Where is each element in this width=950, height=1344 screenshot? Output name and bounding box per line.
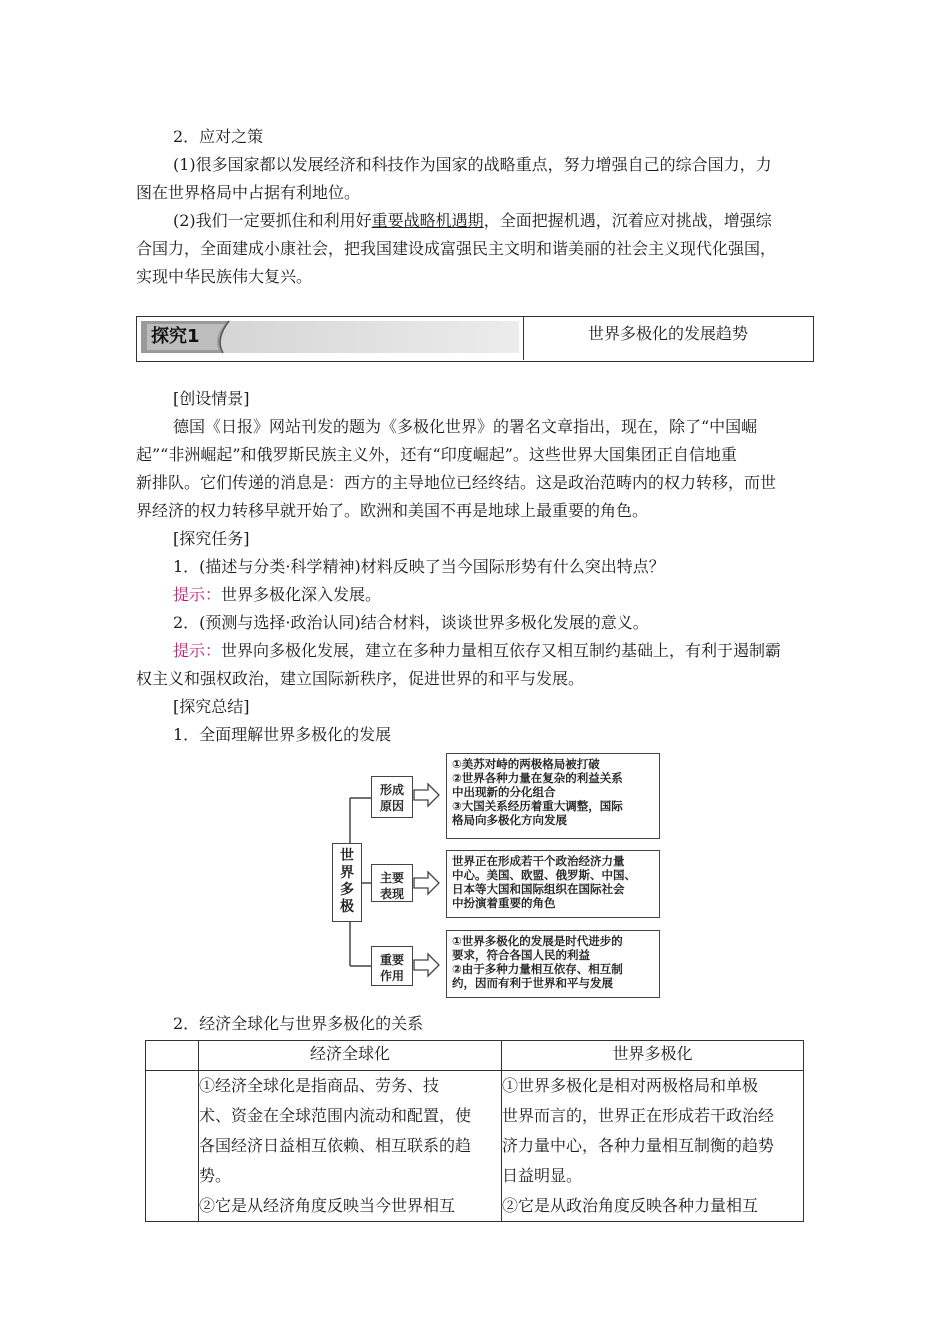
section-banner bbox=[136, 316, 814, 362]
subheading-tasks: [探究任务] bbox=[173, 529, 250, 548]
answer-text: 世界向多极化发展，建立在多种力量相互依存又相互制约基础上，有利于遏制霸 bbox=[221, 641, 782, 660]
answer-2 bbox=[173, 641, 781, 661]
root-char: 界 bbox=[340, 865, 354, 881]
multipolarity-diagram bbox=[330, 750, 662, 1000]
branch-content-causes: ①美苏对峙的两极格局被打破 ②世界各种力量在复杂的利益关系 中出现新的分化组合 ③大国关系经历着重大调整，国际 格局向多极化方向发展 bbox=[446, 753, 660, 839]
text-run: ，全面把握机遇，沉着应对挑战，增强综 bbox=[483, 211, 772, 230]
table-header-cell: 经济全球化 bbox=[199, 1041, 502, 1071]
table-header-cell bbox=[146, 1041, 199, 1071]
answer-2-continued: 权主义和强权政治，建立国际新秩序，促进世界的和平与发展。 bbox=[136, 669, 585, 688]
paragraph-line: 实现中华民族伟大复兴。 bbox=[136, 267, 313, 286]
table-row bbox=[146, 1071, 804, 1222]
table-header-row bbox=[146, 1041, 804, 1071]
banner-tag-label: 探究1 bbox=[151, 326, 200, 347]
root-char: 极 bbox=[340, 899, 354, 915]
banner-title: 世界多极化的发展趋势 bbox=[587, 324, 748, 343]
section-heading-countermeasures: 2．应对之策 bbox=[173, 127, 264, 146]
paragraph-line bbox=[173, 211, 772, 231]
table-cell-multipolarity: ①世界多极化是相对两极格局和单极 世界而言的，世界正在形成若干政治经 济力量中心，各种力量相互制衡的趋势 日益明显。 ②它是从政治角度反映各种力量相互 bbox=[502, 1071, 804, 1222]
paragraph-line: 界经济的权力转移早就开始了。欧洲和美国不再是地球上最重要的角色。 bbox=[136, 501, 649, 520]
branch-label-causes: 形成 原因 bbox=[371, 776, 413, 818]
root-char: 世 bbox=[340, 848, 354, 864]
paragraph-line: 图在世界格局中占据有利地位。 bbox=[136, 183, 361, 202]
summary-item-2: 2．经济全球化与世界多极化的关系 bbox=[173, 1014, 424, 1033]
banner-tag-area bbox=[137, 317, 523, 360]
paragraph-line: 起”“非洲崛起”和俄罗斯民族主义外，还有“印度崛起”。这些世界大国集团正自信地重 bbox=[136, 445, 737, 464]
arrow-icon bbox=[414, 784, 439, 976]
branch-label-manifestations: 主要 表现 bbox=[371, 864, 413, 902]
paragraph-line: 德国《日报》网站刊发的题为《多极化世界》的署名文章指出，现在，除了“中国崛 bbox=[173, 417, 758, 436]
paragraph-line: 新排队。它们传递的消息是：西方的主导地位已经终结。这是政治范畴内的权力转移，而世 bbox=[136, 473, 777, 492]
branch-content-manifestations: 世界正在形成若干个政治经济力量 中心。美国、欧盟、俄罗斯、中国、 日本等大国和国际组织在国际社会 中扮演着重要的角色 bbox=[446, 850, 660, 918]
subheading-summary: [探究总结] bbox=[173, 697, 250, 716]
comparison-table bbox=[145, 1040, 804, 1222]
branch-label-role: 重要 作用 bbox=[371, 946, 413, 986]
summary-item-1: 1．全面理解世界多极化的发展 bbox=[173, 725, 392, 744]
answer-text: 世界多极化深入发展。 bbox=[221, 585, 382, 604]
root-char: 多 bbox=[340, 882, 354, 898]
paragraph-line: 合国力，全面建成小康社会，把我国建设成富强民主文明和谐美丽的社会主义现代化强国， bbox=[136, 239, 777, 258]
question-1: 1．(描述与分类·科学精神)材料反映了当今国际形势有什么突出特点？ bbox=[173, 557, 665, 576]
branch-content-role: ①世界多极化的发展是时代进步的 要求，符合各国人民的利益 ②由于多种力量相互依存、相互制 约，因而有利于世界和平与发展 bbox=[446, 930, 660, 998]
underlined-term: 重要战略机遇期 bbox=[371, 211, 484, 230]
subheading-scenario: [创设情景] bbox=[173, 389, 250, 408]
hint-label: 提示： bbox=[173, 641, 222, 660]
table-cell-empty bbox=[146, 1071, 199, 1222]
answer-1 bbox=[173, 585, 381, 605]
table-header-cell: 世界多极化 bbox=[502, 1041, 804, 1071]
paragraph-line: (1)很多国家都以发展经济和科技作为国家的战略重点，努力增强自己的综合国力，力 bbox=[173, 155, 772, 174]
root-box bbox=[332, 843, 362, 922]
text-run: (2)我们一定要抓住和利用好 bbox=[173, 211, 372, 230]
hint-label: 提示： bbox=[173, 585, 222, 604]
table-cell-globalization: ①经济全球化是指商品、劳务、技 术、资金在全球范围内流动和配置，使 各国经济日益相互依赖、相互联系的趋 势。 ②它是从经济角度反映当今世界相互 bbox=[199, 1071, 502, 1222]
question-2: 2．(预测与选择·政治认同)结合材料，谈谈世界多极化发展的意义。 bbox=[173, 613, 649, 632]
